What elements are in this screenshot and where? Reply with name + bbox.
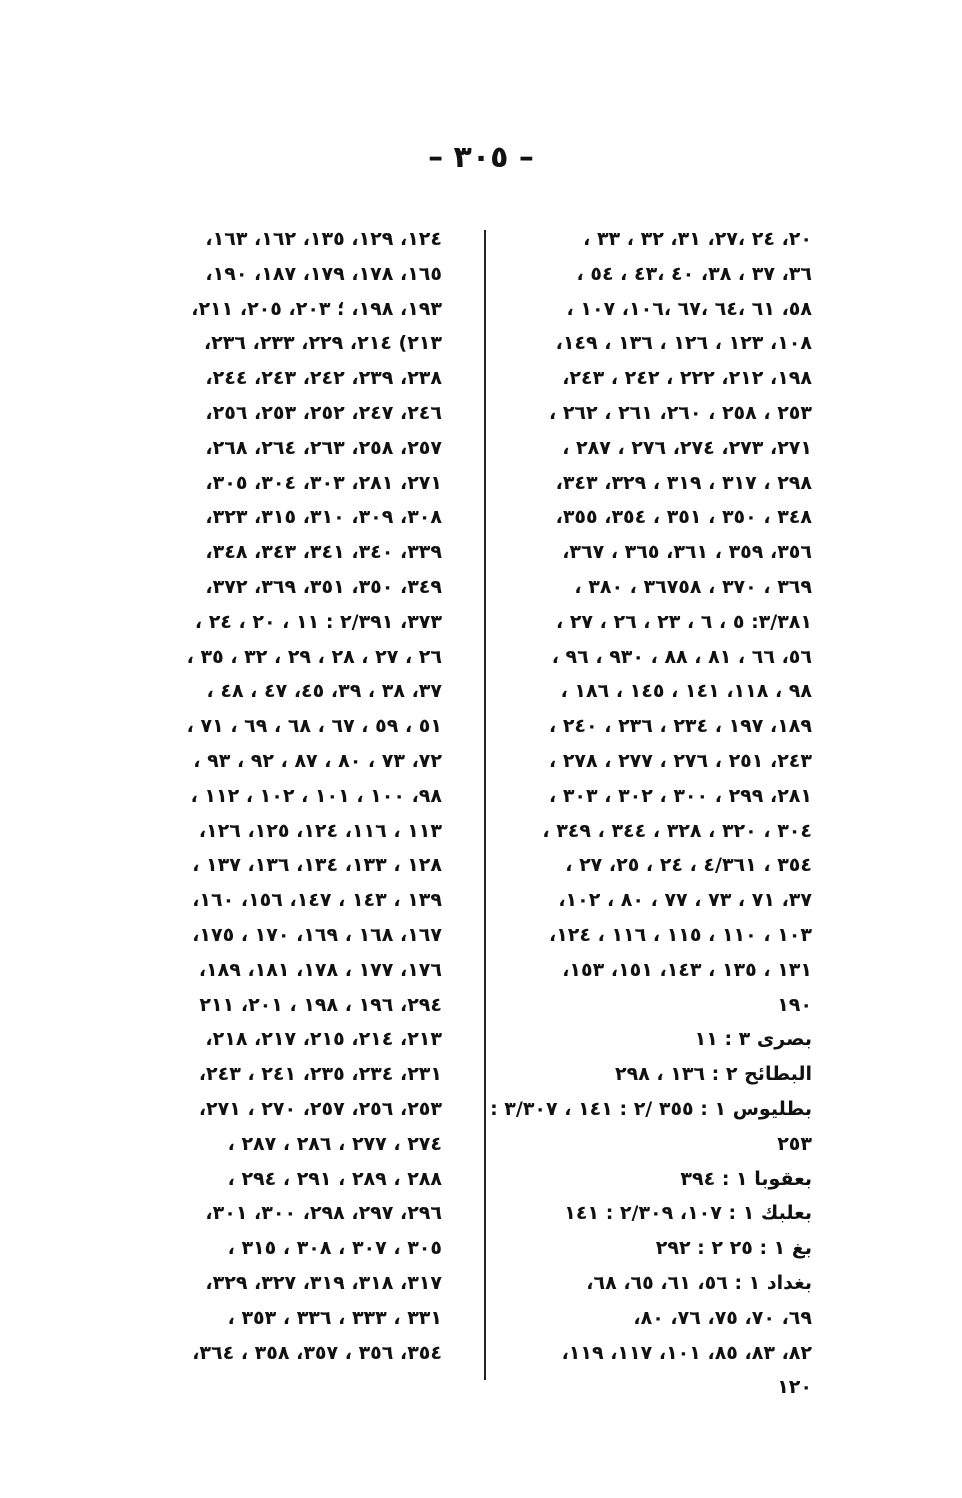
index-line: ٥٨، ٦١ ،٦٤ ،٦٧ ،١٠٦، ١٠٧ ، (566, 297, 812, 320)
index-line: بصرى ٣ : ١١ (694, 1028, 812, 1051)
index-line: ٢٧١، ٢٨١، ٣٠٣، ٣٠٤، ٣٠٥، (205, 471, 442, 494)
index-line: ٢٥٣ ، ٢٥٨ ، ٢٦٠، ٢٦١ ، ٢٦٢ ، (548, 401, 812, 424)
index-line: ٣٠٨، ٣٠٩، ٣١٠، ٣١٥، ٣٢٣، (205, 506, 442, 529)
index-line: ١٩٠ (777, 993, 812, 1016)
index-line: ٢٨١، ٢٩٩ ، ٣٠٠ ، ٣٠٢ ، ٣٠٣ ، (548, 784, 812, 807)
index-line: ٣٠٤ ، ٣٢٠ ، ٣٢٨ ، ٣٤٤ ، ٣٤٩ ، (542, 819, 812, 842)
index-line: ٢٥٣ (777, 1132, 812, 1155)
index-line: ١٦٥، ١٧٨، ١٧٩، ١٨٧، ١٩٠، (205, 262, 442, 285)
index-line: ١٠٨، ١٢٣ ، ١٢٦ ، ١٣٦ ، ١٤٩، (555, 332, 812, 355)
index-line: بعلبك ١ : ١٠٧، ٢/٣٠٩ : ١٤١ (564, 1202, 812, 1225)
index-line: ٢١٣) ٢١٤، ٢٢٩، ٢٣٣، ٢٣٦، (203, 332, 442, 355)
index-line: ١٣٩ ، ١٤٣ ، ١٤٧، ١٥٦، ١٦٠، (192, 889, 442, 912)
index-column-left (122, 222, 442, 1370)
index-line: ٣/٣٨١: ٥ ، ٦ ، ٢٣ ، ٢٦ ، ٢٧ ، (555, 610, 812, 633)
index-line: بغداد ١ : ٥٦، ٦١، ٦٥، ٦٨، (586, 1271, 812, 1294)
index-line: ٣٤٩، ٣٥٠، ٣٥١، ٣٦٩، ٣٧٢، (205, 575, 442, 598)
index-line: ١٧٦، ١٧٧ ، ١٧٨، ١٨١، ١٨٩، (198, 958, 442, 981)
page-number: – ٣٠٥ – (428, 140, 534, 175)
index-line: بغ ١ : ٢٥ ٢ : ٢٩٢ (655, 1237, 812, 1260)
index-line: ٢٤٣، ٢٥١ ، ٢٧٦ ، ٢٧٧ ، ٢٧٨ ، (548, 749, 812, 772)
index-line: ١٨٩، ١٩٧ ، ٢٣٤ ، ٢٣٦ ، ٢٤٠ ، (548, 715, 812, 738)
index-column-right (480, 222, 812, 1405)
index-line: ١١٣ ، ١١٦، ١٢٤، ١٢٥، ١٢٦، (198, 819, 442, 842)
index-line: ٦٩، ٧٠، ٧٥، ٧٦، ٨٠، (633, 1306, 812, 1329)
index-line: ٣٧٣، ٢/٣٩١ : ١١ ، ٢٠ ، ٢٤ ، (194, 610, 442, 633)
index-line: ٣٠٥ ، ٣٠٧ ، ٣٠٨ ، ٣١٥ ، (227, 1237, 442, 1260)
index-line: ٣٤٨ ، ٣٥٠ ، ٣٥١ ، ٣٥٤، ٣٥٥، (555, 506, 812, 529)
index-line: ٩٨، ١٠٠ ، ١٠١ ، ١٠٢ ، ١١٢ ، (190, 784, 442, 807)
index-line: ٢٩٤، ١٩٦ ، ١٩٨ ، ٢٠١، ٢١١ (199, 993, 442, 1016)
index-line: ٥١ ، ٥٩ ، ٦٧ ، ٦٨ ، ٦٩ ، ٧١ ، (186, 715, 442, 738)
index-line: ٧٢، ٧٣ ، ٨٠ ، ٨٧ ، ٩٢ ، ٩٣ ، (193, 749, 442, 772)
index-line: ١٢٨ ، ١٣٣، ١٣٤، ١٣٦، ١٣٧ ، (192, 854, 442, 877)
index-line: ٣٧، ٣٨ ، ٣٩، ٤٥، ٤٧ ، ٤٨ ، (206, 680, 442, 703)
index-line: ١٢٤، ١٢٩، ١٣٥، ١٦٢، ١٦٣، (205, 228, 442, 250)
index-line: ٣٥٦، ٣٥٩ ، ٣٦١، ٣٦٥ ، ٣٦٧، (562, 541, 812, 564)
index-line: ١٣١ ، ١٣٥ ، ١٤٣، ١٥١، ١٥٣، (562, 958, 812, 981)
index-line: ١٦٧، ١٦٨ ، ١٦٩، ١٧٠ ، ١٧٥، (192, 923, 442, 946)
index-line: ٥٦، ٦٦ ، ٨١ ، ٨٨ ، ٩٣٠ ، ٩٦ ، (551, 645, 812, 668)
index-line: ٢٨٨ ، ٢٨٩ ، ٢٩١ ، ٢٩٤ ، (227, 1167, 442, 1190)
index-line: ٩٨ ، ١١٨، ١٤١ ، ١٤٥ ، ١٨٦ ، (560, 680, 812, 703)
index-line: ٢٤٦، ٢٤٧، ٢٥٢، ٢٥٣، ٢٥٦، (205, 401, 442, 424)
index-line: ٢٠، ٢٤ ،٢٧، ٣١، ٣٢ ، ٣٣ ، (583, 228, 812, 250)
index-line: ٣٥٤ ، ٤/٣٦١ ، ٢٤ ، ٢٥، ٢٧ ، (565, 854, 812, 877)
index-line: ١٩٨، ٢١٢، ٢٢٢ ، ٢٤٢ ، ٢٤٣، (562, 367, 812, 390)
index-line: ٣٣١ ، ٣٣٣ ، ٣٣٦ ، ٣٥٣ ، (227, 1306, 442, 1329)
index-line: ٢٥٧، ٢٥٨، ٢٦٣، ٢٦٤، ٢٦٨، (205, 436, 442, 459)
index-line: ٢٩٦، ٢٩٧، ٢٩٨، ٣٠٠، ٣٠١، (205, 1202, 442, 1225)
index-line: ١٠٣ ، ١١٠ ، ١١٥ ، ١١٦ ، ١٢٤، (548, 923, 812, 946)
index-line: ٣٦، ٣٧ ، ٣٨، ٤٠ ،٤٣ ، ٥٤ ، (576, 262, 812, 285)
index-line: ٨٢، ٨٣، ٨٥، ١٠١، ١١٧، ١١٩، (561, 1341, 812, 1364)
index-line: ٣٦٩ ، ٣٧٠ ، ٣٦٧٥٨ ، ٣٨٠ ، (574, 575, 812, 598)
index-line: ٢٩٨ ، ٣١٧ ، ٣١٩ ، ٣٢٩، ٣٤٣، (555, 471, 812, 494)
index-line: ٢١٣، ٢١٤، ٢١٥، ٢١٧، ٢١٨، (205, 1028, 442, 1051)
index-line: ٢٣٨، ٢٣٩، ٢٤٢، ٢٤٣، ٢٤٤، (205, 367, 442, 390)
index-line: بطليوس ١ : ٣٥٥ /٢ : ١٤١ ، ٣/٣٠٧ : (490, 1097, 812, 1120)
index-line: ٢٧٤ ، ٢٧٧ ، ٢٨٦ ، ٢٨٧ ، (227, 1132, 442, 1155)
index-line: ٢٧١، ٢٧٣، ٢٧٤، ٢٧٦ ، ٢٨٧ ، (562, 436, 812, 459)
index-line: ٣١٧، ٣١٨، ٣١٩، ٣٢٧، ٣٢٩، (205, 1271, 442, 1294)
index-line: البطائح ٢ : ١٣٦ ، ٢٩٨ (615, 1063, 812, 1086)
index-line: ٣٣٩، ٣٤٠، ٣٤١، ٣٤٣، ٣٤٨، (205, 541, 442, 564)
index-line: ٣٧، ٧١ ، ٧٣ ، ٧٧ ، ٨٠ ، ١٠٢، (558, 889, 812, 912)
index-line: ٣٥٤، ٣٥٦ ، ٣٥٧، ٣٥٨ ، ٣٦٤، (192, 1341, 442, 1364)
index-line: ١٩٣، ١٩٨، ؛ ٢٠٣، ٢٠٥، ٢١١، (191, 297, 442, 320)
index-line: ١٢٠ (777, 1376, 812, 1399)
index-line: ٢٥٣، ٢٥٦، ٢٥٧، ٢٧٠ ، ٢٧١، (198, 1097, 442, 1120)
index-line: ٢٦ ، ٢٧ ، ٢٨ ، ٢٩ ، ٣٢ ، ٣٥ ، (186, 645, 442, 668)
column-divider (484, 230, 486, 1380)
index-line: ٢٣١، ٢٣٤، ٢٣٥، ٢٤١ ، ٢٤٣، (198, 1063, 442, 1086)
index-line: بعقوبا ١ : ٣٩٤ (680, 1167, 812, 1190)
